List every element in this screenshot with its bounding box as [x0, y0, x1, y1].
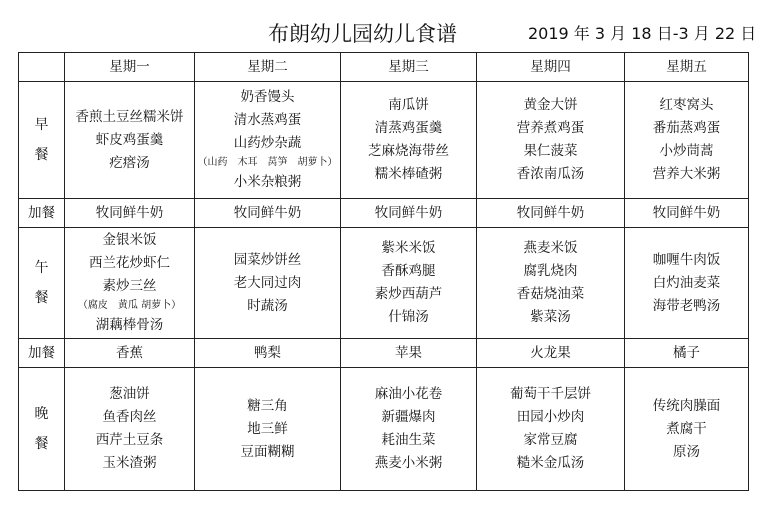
- dish-item: 素炒西葫芦: [374, 286, 443, 302]
- dish-item: 燕麦米饭: [523, 240, 578, 256]
- dish-item: 麻油小花卷: [374, 386, 443, 402]
- dish-item: 糯米棒碴粥: [374, 166, 443, 182]
- date-range: 2019 年 3 月 18 日-3 月 22 日: [528, 24, 757, 43]
- dish-ingredients: （山药 木耳 莴笋 胡萝卜）: [197, 157, 338, 168]
- dish-item: 葡萄干千层饼: [510, 386, 591, 402]
- snack-cell: 苹果: [341, 339, 477, 368]
- dish-item: 传统肉臊面: [652, 397, 721, 414]
- dish-item: 果仁菠菜: [523, 143, 578, 159]
- meal-cell: [625, 82, 749, 199]
- snack1-row: [19, 199, 749, 228]
- dish-item: 田园小炒肉: [516, 409, 585, 425]
- meal-cell: [341, 228, 477, 339]
- meal-cell: [195, 368, 341, 491]
- dinner-label-char: 餐: [34, 436, 49, 452]
- breakfast-label-char: 早: [34, 117, 49, 133]
- dish-item: 素炒三丝: [102, 278, 157, 294]
- dish-item: 紫菜汤: [530, 309, 571, 325]
- dish-item: 地三鲜: [247, 420, 288, 437]
- meal-cell: [195, 228, 341, 339]
- day-header: 星期四: [477, 53, 625, 82]
- snack-cell: 火龙果: [477, 339, 625, 368]
- dish-item: 西芹土豆条: [95, 432, 164, 448]
- dish-item: 煮腐干: [666, 420, 707, 437]
- dish-item: 香浓南瓜汤: [516, 166, 585, 182]
- dish-item: 香酥鸡腿: [381, 263, 436, 279]
- dish-item: 小米杂粮粥: [233, 174, 302, 190]
- dish-item: 紫米米饭: [381, 240, 436, 256]
- dish-item: 虾皮鸡蛋羹: [95, 131, 164, 148]
- meal-cell: [625, 368, 749, 491]
- breakfast-label: [19, 82, 65, 199]
- meal-cell: [477, 228, 625, 339]
- dish-item: 糖三角: [247, 397, 288, 414]
- dish-item: 燕麦小米粥: [374, 455, 443, 471]
- dish-item: 番茄蒸鸡蛋: [652, 120, 721, 136]
- dish-item: 芝麻烧海带丝: [368, 143, 449, 159]
- dish-item: 清蒸鸡蛋羹: [374, 120, 443, 136]
- breakfast-row: [19, 82, 749, 199]
- dish-item: 糙米金瓜汤: [516, 455, 585, 471]
- dish-item: 葱油饼: [109, 386, 150, 402]
- dish-ingredients: （腐皮 黄瓜 胡萝卜）: [77, 300, 182, 311]
- meal-cell: [477, 82, 625, 199]
- dish-item: 小炒茼蒿: [659, 143, 714, 159]
- dish-item: 玉米渣粥: [102, 455, 157, 471]
- page-title: 布朗幼儿园幼儿食谱: [268, 22, 457, 46]
- dish-item: 山药炒杂蔬: [233, 135, 302, 151]
- lunch-row: [19, 228, 749, 339]
- dinner-row: [19, 368, 749, 491]
- dish-item: 新疆爆肉: [381, 409, 436, 425]
- dish-item: 奶香馒头: [240, 89, 295, 105]
- day-header: 星期一: [65, 53, 195, 82]
- snack-cell: 牧同鲜牛奶: [625, 199, 749, 228]
- dish-item: 什锦汤: [388, 309, 429, 325]
- lunch-label-char: 午: [34, 260, 49, 276]
- dish-item: 香菇烧油菜: [516, 286, 585, 302]
- dish-item: 园菜炒饼丝: [233, 251, 302, 268]
- dish-item: 耗油生菜: [381, 432, 436, 448]
- dish-item: 香煎土豆丝糯米饼: [75, 108, 184, 125]
- menu-table: [18, 52, 749, 491]
- snack1-label: 加餐: [19, 199, 65, 228]
- meal-cell: [65, 228, 195, 339]
- snack-cell: 牧同鲜牛奶: [341, 199, 477, 228]
- snack-cell: 牧同鲜牛奶: [65, 199, 195, 228]
- dish-item: 南瓜饼: [388, 97, 429, 113]
- header-row: [19, 53, 749, 82]
- dinner-label-char: 晚: [34, 406, 49, 422]
- dish-item: 清水蒸鸡蛋: [233, 112, 302, 128]
- snack-cell: 牧同鲜牛奶: [195, 199, 341, 228]
- snack2-label: 加餐: [19, 339, 65, 368]
- meal-cell: [195, 82, 341, 199]
- corner-cell: [19, 53, 65, 82]
- dish-item: 咖喱牛肉饭: [652, 251, 721, 268]
- breakfast-label-char: 餐: [34, 147, 49, 163]
- snack-cell: 鸭梨: [195, 339, 341, 368]
- dish-item: 家常豆腐: [523, 432, 578, 448]
- meal-cell: [625, 228, 749, 339]
- dish-item: 老大同过肉: [233, 274, 302, 291]
- meal-cell: [341, 82, 477, 199]
- dish-item: 海带老鸭汤: [652, 297, 721, 314]
- dish-item: 鱼香肉丝: [102, 409, 157, 425]
- dish-item: 营养煮鸡蛋: [516, 120, 585, 136]
- day-header: 星期五: [625, 53, 749, 82]
- dish-item: 豆面糊糊: [240, 443, 295, 460]
- day-header: 星期二: [195, 53, 341, 82]
- dish-item: 红枣窝头: [659, 97, 714, 113]
- meal-cell: [341, 368, 477, 491]
- meal-cell: [477, 368, 625, 491]
- dish-item: 黄金大饼: [523, 97, 578, 113]
- meal-cell: [65, 368, 195, 491]
- dish-item: 原汤: [673, 443, 700, 460]
- snack-cell: 橘子: [625, 339, 749, 368]
- snack2-row: [19, 339, 749, 368]
- meal-cell: [65, 82, 195, 199]
- dish-item: 时蔬汤: [247, 297, 288, 314]
- dish-item: 腐乳烧肉: [523, 263, 578, 279]
- dinner-label: [19, 368, 65, 491]
- lunch-label-char: 餐: [34, 290, 49, 306]
- lunch-label: [19, 228, 65, 339]
- dish-item: 湖藕棒骨汤: [95, 317, 164, 333]
- snack-cell: 香蕉: [65, 339, 195, 368]
- snack-cell: 牧同鲜牛奶: [477, 199, 625, 228]
- dish-item: 西兰花炒虾仁: [89, 255, 170, 271]
- dish-item: 疙瘩汤: [109, 154, 150, 171]
- dish-item: 金银米饭: [102, 232, 157, 248]
- day-header: 星期三: [341, 53, 477, 82]
- dish-item: 白灼油麦菜: [652, 274, 721, 291]
- dish-item: 营养大米粥: [652, 166, 721, 182]
